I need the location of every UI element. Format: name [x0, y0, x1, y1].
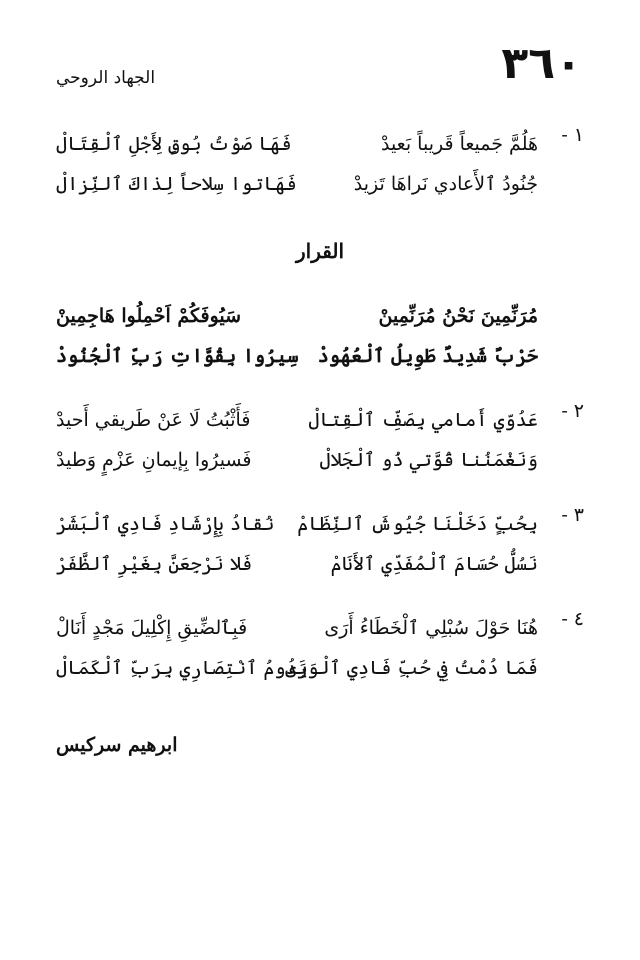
verse-right-hemistich: وَنَغْمَنُنا قُوَّتي ذُو ٱلْجَلالْ	[319, 449, 538, 471]
verse-left-hemistich: فَهَا صَوْتُ بُوقٍ لِأَجْلِ ٱلْقِتَالْ	[56, 133, 292, 155]
verse-line	[56, 400, 584, 440]
verse-left-hemistich: فَلا نَرْجِعَنَّ بِغَيْرِ ٱلظَّفَرْ	[56, 553, 253, 575]
verse-left-hemistich: فَسيرُوا بِإيمانِ عَزْمٍ وَطيدْ	[56, 449, 252, 471]
verse-line	[56, 608, 584, 648]
verse-right-hemistich: بِحُبٍّ دَخَلْنَا جُيُوشَ ٱلنِّظَامْ	[297, 513, 538, 535]
running-title: الجهاد الروحي	[56, 68, 156, 88]
page-number: ٣٦٠	[501, 38, 582, 89]
stanza-1	[56, 124, 584, 204]
verse-right-hemistich: جُنُودُ ٱلأَعادي نَراهَا تَزيدْ	[353, 173, 538, 195]
author-name: ابرهيم سركيس	[56, 734, 178, 756]
stanza-3	[56, 504, 584, 584]
verse-right-hemistich: نَسُلُّ حُسَامَ ٱلْمُفَدِّي ٱلأَنَامْ	[330, 553, 538, 575]
verse-line	[56, 504, 584, 544]
refrain-title: القرار	[295, 239, 345, 263]
verse-line	[56, 440, 584, 480]
verse-left-hemistich: فَهَاتوا سِلاحاً لِذاكَ ٱلنِّزالْ	[56, 173, 297, 195]
verse-line	[56, 124, 584, 164]
stanza-4	[56, 608, 584, 688]
stanza-number: ٣ -	[561, 504, 584, 526]
verse-line	[56, 544, 584, 584]
verse-left-hemistich: نُقادُ بِإِرْشَادِ فَادِي ٱلْبَشَرْ	[56, 513, 275, 535]
verse-right-hemistich: مُرَنِّمِينَ نَحْنُ مُرَنِّمِينْ	[378, 305, 538, 327]
stanza-number: ١ -	[561, 124, 584, 146]
verse-right-hemistich: هَلُمَّ جَميعاً قَريباً بَعيدْ	[380, 133, 538, 155]
verse-left-hemistich: فَبِٱلضِّيقِ إِكْلِيلَ مَجْدٍ أَنَالْ	[56, 617, 248, 639]
stanza-number: ٤ -	[561, 608, 584, 630]
verse-right-hemistich: حَرْبٌ شَدِيدٌ طَوِيلُ ٱلْعُهُودْ	[317, 345, 538, 367]
verse-left-hemistich: سِيرُوا بِقُوَّاتِ رَبِّ ٱلْجُنُودْ	[56, 345, 299, 367]
verse-left-hemistich: فَأَثْبُتُ لَا عَنْ طَريقي أَحيدْ	[56, 409, 251, 431]
refrain	[56, 296, 584, 376]
stanza-number: ٢ -	[561, 400, 584, 422]
verse-line	[56, 336, 584, 376]
verse-line	[56, 648, 584, 688]
verse-right-hemistich: عَدُوّي أَمامي بِصَفِّ ٱلْقِتالْ	[308, 409, 538, 431]
stanza-2	[56, 400, 584, 480]
verse-left-hemistich: سَيُوفَكُمْ اَحْمِلُوا هَاجِمِينْ	[56, 305, 242, 327]
verse-left-hemistich: يَدُومُ ٱنْتِصَارِي بِرَبِّ ٱلْكَمَالْ	[56, 657, 308, 679]
verse-line	[56, 164, 584, 204]
verse-right-hemistich: هُنَا حَوْلَ سُبْلِي ٱلْخَطَاءُ أَرَى	[324, 617, 538, 639]
verse-right-hemistich: فَمَا دُمْتُ فِي حُبِّ فَادِي ٱلْوَرَى	[285, 657, 538, 679]
verse-line	[56, 296, 584, 336]
